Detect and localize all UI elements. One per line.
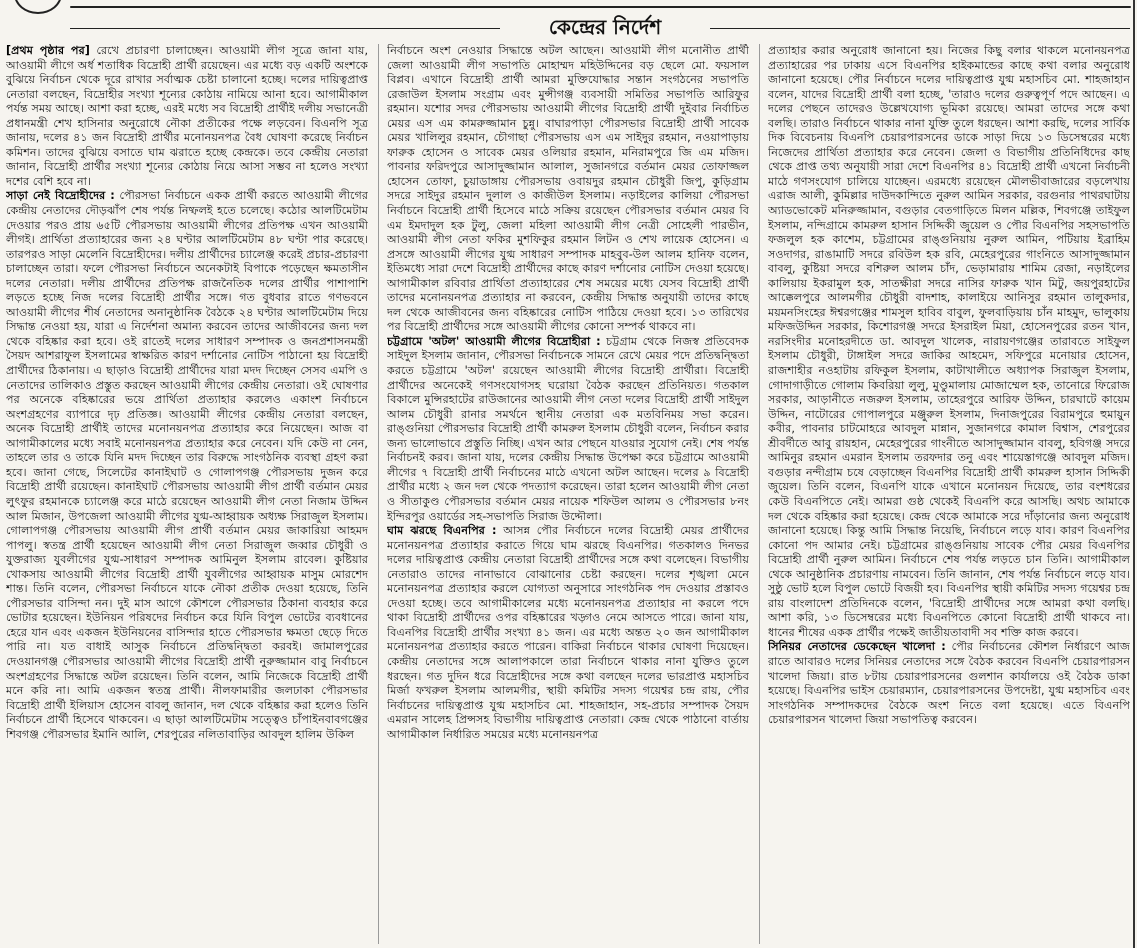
paragraph — [6, 189, 368, 742]
paragraph — [768, 44, 1130, 640]
paragraph-text: আসন্ন পৌর নির্বাচনে দলের বিদ্রোহী মেয়র প্রার্থীদের মনোনয়নপত্র প্রত্যাহার করাতে গিয়ে ঘাম ঝরছে বিএনপির। গতকালও দিনভর দলের দায়িত্বপ্রাপ্ত কেন্দ্রীয় নেতারা বিদ্রোহী প্রার্থীদের সঙ্গে কথা বলেছেন। বিভাগীয় নেতারাও তাদের নানাভাবে বোঝানোর চেষ্টা করছেন। দলের শৃঙ্খলা মেনে মনোনয়নপত্র প্রত্যাহার করলে যোগ্যতা অনুসারে সাংগঠনিক পদ দেওয়ার প্রস্তাবও দেওয়া হচ্ছে। তবে আগামীকালের মধ্যে মনোনয়নপত্র প্রত্যাহার না করলে পদে থাকা বিদ্রোহী প্রার্থীদের ওপর বহিষ্কারের খড়্গও নেমে আসতে পারে। জানা যায়, বিএনপির বিদ্রোহী প্রার্থীর সংখ্যা ৪১ জন। এর মধ্যে অন্তত ২০ জন আগামীকাল মনোনয়নপত্র প্রত্যাহার করতে পারেন। বাকিরা নির্বাচনে থাকার ঘোষণা দিয়েছেন। কেন্দ্রীয় নেতাদের সঙ্গে আলাপকালে তারা নির্বাচনে থাকার নানা যুক্তিও তুলে ধরছেন। গত দুদিন ধরে বিদ্রোহীদের সঙ্গে কথা বলছেন দলের ভারপ্রাপ্ত মহাসচিব মির্জা ফখরুল ইসলাম আলমগীর, স্থায়ী কমিটির সদস্য গয়েশ্বর চন্দ্র রায়, পৌর নির্বাচনের দায়িত্বপ্রাপ্ত যুগ্ম মহাসচিব মো. শাহজাহান, সহ-প্রচার সম্পাদক সৈয়দ এমরান সালেহ প্রিন্সসহ বিভাগীয় দায়িত্বপ্রাপ্ত নেতারা। কেন্দ্র থেকে পাঠানো বার্তায় আগামীকাল নির্ধারিত সময়ের মধ্যে মনোনয়নপত্র — [387, 524, 749, 741]
paragraph — [387, 44, 749, 335]
top-rule — [70, 6, 1131, 8]
paragraph-lead: চট্টগ্রামে 'অটল' আওয়ামী লীগের বিদ্রোহীরা : — [387, 334, 601, 348]
column-divider — [378, 44, 379, 944]
right-edge-rule — [1133, 0, 1135, 948]
column-1 — [6, 44, 368, 944]
paragraph-lead: সিনিয়র নেতাদের ডেকেছেন খালেদা : — [768, 640, 946, 654]
paragraph-lead: ঘাম ঝরছে বিএনপির : — [387, 524, 497, 538]
column-2 — [387, 44, 749, 944]
headline-bar — [0, 12, 1137, 42]
paragraph-text: নির্বাচনে অংশ নেওয়ার সিদ্ধান্তে অটল আছেন। আওয়ামী লীগ মনোনীত প্রার্থী জেলা আওয়ামী লীগ সভাপতি মোহাম্মদ মহিউদ্দিনের বড় ছেলে মো. ফয়সাল বিপ্লব। এখানে বিদ্রোহী প্রার্থী আমরা মুক্তিযোদ্ধার সন্তান সংগঠনের সভাপতি রেজাউল ইসলাম সংগ্রাম এবং মুন্সীগঞ্জ ব্যবসায়ী সমিতির সভাপতি আরিফুর রহমান। যশোর সদর পৌরসভায় আওয়ামী লীগের বিদ্রোহী প্রার্থী দুইবার নির্বাচিত মেয়র এস এম কামরুজ্জামান চুন্নু। বাঘারপাড়া পৌরসভার বিদ্রোহী প্রার্থী সাবেক মেয়র খালিলুর রহমান, চৌগাছা পৌরসভায় এস এম সাইদুর রহমান, নওয়াপাড়ায় ফারুক হোসেন ও সাবেক মেয়র ওলিয়ার রহমান, মনিরামপুরে জি এম মজিদ। পাবনার ফরিদপুরে আসাদুজ্জামান আলাল, সুজানগরে বর্তমান মেয়র তোফাজ্জল হোসেন তোফা, চুয়াডাঙ্গায় পৌরসভায় ওবায়দুর রহমান চৌধুরী জিপু, কুড়িগ্রাম সদরে সাইদুর রহমান দুলাল ও কাজীউল ইসলাম। নড়াইলের কালিয়া পৌরসভা নির্বাচনে বিদ্রোহী প্রার্থী হিসেবে মাঠে সক্রিয় রয়েছেন পৌরসভার বর্তমান মেয়র বি এম ইমদাদুল হক টুলু, জেলা মহিলা আওয়ামী লীগ নেত্রী সোহেলী পারভীন, আওয়ামী লীগ নেতা ফকির মুশফিকুর রহমান লিটন ও শেখ লায়েক হোসেন। এ প্রসঙ্গে আওয়ামী লীগের যুগ্ম সাধারণ সম্পাদক মাহবুব-উল আলম হানিফ বলেন, ইতিমধ্যে সারা দেশে বিদ্রোহী প্রার্থীদের কাছে কারণ দর্শানোর নোটিস দেওয়া হয়েছে। আগামীকাল রবিবার প্রার্থিতা প্রত্যাহারের শেষ সময়ের মধ্যে যেসব বিদ্রোহী প্রার্থী তাদের মনোনয়নপত্র প্রত্যাহার না করবেন, কেন্দ্রীয় সিদ্ধান্ত অনুযায়ী তাদের কাছে দল থেকে আজীবনের জন্য বহিষ্কারের নোটিস পাঠিয়ে দেওয়া হবে। ১৩ তারিখের পর বিদ্রোহী প্রার্থীদের সঙ্গে আওয়ামী লীগের কোনো সম্পর্ক থাকবে না। — [387, 44, 749, 334]
article-body — [6, 44, 1130, 946]
column-3 — [768, 44, 1130, 944]
paragraph-text: চট্টগ্রাম থেকে নিজস্ব প্রতিবেদক সাইদুল ইসলাম জানান, পৌরসভা নির্বাচনকে সামনে রেখে মেয়র পদে প্রতিদ্বন্দ্বিতা করতে চট্টগ্রামে 'অটল' রয়েছেন আওয়ামী লীগের বিদ্রোহী প্রার্থীরা। বিদ্রোহী প্রার্থীদের অনেকেই গণসংযোগসহ ঘরোয়া বৈঠক করছেন প্রতিনিয়ত। গতকাল বিকালে মুন্সিরহাটের রাউজানের আওয়ামী লীগ নেতা দলের বিদ্রোহী প্রার্থী সাইদুল আলম চৌধুরী রানার সমর্থনে স্থানীয় নেতারা এক মতবিনিময় সভা করেন। রাঙ্গুনিয়া পৌরসভার বিদ্রোহী প্রার্থী কামরুল ইসলাম চৌধুরী বলেন, নির্বাচন করার জন্য ভালোভাবে প্রস্তুতি নিচ্ছি। এখন আর পেছনে যাওয়ার সুযোগ নেই। শেষ পর্যন্ত নির্বাচনই করব। জানা যায়, দলের কেন্দ্রীয় সিদ্ধান্ত উপেক্ষা করে চট্টগ্রামে আওয়ামী লীগের ৭ বিদ্রোহী প্রার্থী নির্বাচনের মাঠে এখনো অটল আছেন। দলের ৯ বিদ্রোহী প্রার্থীর মধ্যে ২ জন দল থেকে পদত্যাগ করেছেন। তারা হলেন আওয়ামী লীগ নেতা ও সীতাকুণ্ড পৌরসভার বর্তমান মেয়র নায়েক শফিউল আলম ও পৌরসভার ৮নং ইন্দিরপুর ওয়ার্ডের সহ-সভাপতি সিরাজ উদ্দৌলা। — [387, 334, 749, 523]
paragraph-lead: [প্রথম পৃষ্ঠার পর] — [6, 44, 90, 57]
paragraph-text: পৌরসভা নির্বাচনে একক প্রার্থী করতে আওয়ামী লীগের কেন্দ্রীয় নেতাদের দৌড়ঝাঁপ শেষ পর্যন্ত নিষ্ফলই হতে চলেছে। কঠোর আলটিমেটাম দেওয়ার পরও প্রায় ৬৫টি পৌরসভায় আওয়ামী লীগের প্রতিপক্ষ এখন আওয়ামী লীগই। প্রার্থিতা প্রত্যাহারের জন্য ২৪ ঘণ্টার আলটিমেটাম ৪৮ ঘণ্টা পার করেছে। তারপরও সাড়া মেলেনি বিদ্রোহীদের। দলীয় প্রার্থীদের চ্যালেঞ্জ করেই প্রচার-প্রচারণা চালাচ্ছেন তারা। ফলে পৌরসভা নির্বাচনে অনেকটাই বিপাকে পড়েছেন ক্ষমতাসীন দলের নেতারা। দলীয় প্রার্থীদের প্রতিপক্ষ রাজনৈতিক দলের প্রার্থীর পাশাপাশি লড়তে হচ্ছে নিজ দলের বিদ্রোহী প্রার্থীর সঙ্গে। গত বুধবার রাতে গণভবনে আওয়ামী লীগের শীর্ষ নেতাদের অনানুষ্ঠানিক বৈঠকে ২৪ ঘণ্টার আলটিমেটাম দিয়ে সিদ্ধান্ত নেওয়া হয়, যারা এ নির্দেশনা অমান্য করবেন তাদের আজীবনের জন্য দল থেকে বহিষ্কার করা হবে। ওই রাতেই দলের সাধারণ সম্পাদক ও জনপ্রশাসনমন্ত্রী সৈয়দ আশরাফুল ইসলামের স্বাক্ষরিত কারণ দর্শানোর নোটিস পাঠানো হয় বিদ্রোহী প্রার্থীদের ঠিকানায়। এ ছাড়াও বিদ্রোহী প্রার্থীদের যারা মদদ দিচ্ছেন সেসব এমপি ও নেতাদের তালিকাও প্রস্তুত করছেন আওয়ামী লীগের কেন্দ্রীয় নেতারা। ওই ঘোষণার পর অনেকে বহিষ্কারের ভয়ে প্রার্থিতা প্রত্যাহার করলেও একাংশ নির্বাচনে অংশগ্রহণের ব্যাপারে দৃঢ় প্রতিজ্ঞ। আওয়ামী লীগের কেন্দ্রীয় নেতারা বলছেন, অনেক বিদ্রোহী প্রার্থীই তাদের মনোনয়নপত্র প্রত্যাহার করে নিয়েছেন। আজ বা আগামীকালের মধ্যে সবাই মনোনয়নপত্র প্রত্যাহার করে নেবেন। যদি কেউ না নেন, তাহলে তার ও তাকে যিনি মদদ দিচ্ছেন তার বিরুদ্ধে সাংগঠনিক ব্যবস্থা গ্রহণ করা হবে। জানা গেছে, সিলেটের কানাইঘাট ও গোলাপগঞ্জ পৌরসভায় দুজন করে বিদ্রোহী প্রার্থী রয়েছেন। কানাইঘাট পৌরসভায় আওয়ামী লীগ প্রার্থী বর্তমান মেয়র লুৎফুর রহমানকে চ্যালেঞ্জ করে মাঠে রয়েছেন আওয়ামী লীগ নেতা নিজাম উদ্দিন আল মিজান, উপজেলা আওয়ামী লীগের যুগ্ম-আহ্বায়ক অধ্যক্ষ সিরাজুল ইসলাম। গোলাপগঞ্জ পৌরসভায় আওয়ামী লীগ প্রার্থী বর্তমান মেয়র জাকারিয়া আহমদ পাপলু। স্বতন্ত্র প্রার্থী হয়েছেন আওয়ামী লীগ নেতা সিরাজুল জব্বার চৌধুরী ও যুক্তরাজ্য যুবলীগের যুগ্ম-সাধারণ সম্পাদক আমিনুল ইসলাম রাবেল। কুষ্টিয়ার খোকসায় আওয়ামী লীগের বিদ্রোহী প্রার্থী যুবলীগের আহ্বায়ক মাসুম মোরশেদ শান্ত। তিনি বলেন, পৌরসভা নির্বাচনে যাকে নৌকা প্রতীক দেওয়া হয়েছে, তিনি পৌরসভার বাসিন্দা নন। দুই মাস আগে কৌশলে পৌরসভার ঠিকানা ব্যবহার করে ভোটার হয়েছেন। ইউনিয়ন পরিষদের নির্বাচন করে যিনি বিপুল ভোটের ব্যবধানের হেরে যান এবং একজন ইউনিয়নের বাসিন্দার হাতে পৌরসভার ক্ষমতা ছেড়ে দিতে পারি না। যত বাধাই আসুক নির্বাচনে প্রতিদ্বন্দ্বিতা করবই। জামালপুরের দেওয়ানগঞ্জ পৌরসভার আওয়ামী লীগের বিদ্রোহী প্রার্থী নুরুজ্জামান বাবু নির্বাচনে অংশগ্রহণের সিদ্ধান্তে অটল রয়েছেন। তিনি বলেন, আমি নিজেকে বিদ্রোহী প্রার্থী মনে করি না। আমি একজন স্বতন্ত্র প্রার্থী। নীলফামারীর জলঢাকা পৌরসভার বিদ্রোহী প্রার্থী ইলিয়াস হোসেন বাবলু জানান, দল থেকে বহিষ্কার করা হলেও তিনি নির্বাচনে প্রার্থী হিসেবে থাকবেন। এ ছাড়া আলটিমেটাম সত্ত্বেও চাঁপাইনবাবগঞ্জের শিবগঞ্জ পৌরসভার ইমানি আলি, শেরপুরের নলিতাবাড়ির আবদুল হালিম উকিল — [6, 189, 368, 741]
column-divider — [759, 44, 760, 944]
headline-rule-left — [70, 28, 500, 29]
paragraph — [387, 335, 749, 524]
paragraph — [768, 640, 1130, 727]
paragraph-text: প্রত্যাহার করার অনুরোধ জানানো হয়। নিজের কিছু বলার থাকলে মনোনয়নপত্র প্রত্যাহারের পর ঢাকায় এসে বিএনপির হাইকমান্ডের কাছে কথা বলার অনুরোধ জানানো হয়েছে। পৌর নির্বাচনে দলের দায়িত্বপ্রাপ্ত যুগ্ম মহাসচিব মো. শাহজাহান বলেন, যাদের বিদ্রোহী প্রার্থী বলা হচ্ছে, 'তারাও দলের গুরুত্বপূর্ণ পদে আছেন। এ দলের পেছনে তাদেরও উল্লেখযোগ্য ভূমিকা রয়েছে। আমরা তাদের সঙ্গে কথা বলছি। তারাও নির্বাচনে থাকার নানা যুক্তি তুলে ধরছেন। আশা করছি, দলের সার্বিক দিক বিবেচনায় বিএনপি চেয়ারপারসনের ডাকে সাড়া দিয়ে ১৩ ডিসেম্বরের মধ্যে নিজেদের প্রার্থিতা প্রত্যাহার করে নেবেন। জেলা ও বিভাগীয় প্রতিনিধিদের কাছ থেকে প্রাপ্ত তথ্য অনুযায়ী সারা দেশে বিএনপির ৪১ বিদ্রোহী প্রার্থী এখনো নির্বাচনী মাঠে গণসংযোগ চালিয়ে যাচ্ছেন। এরমধ্যে রয়েছেন মৌলভীবাজারের বড়লেখায় এরাজ আলী, কুমিল্লার দাউদকান্দিতে নুরুল আমিন সরকার, বরগুনার পাথরঘাটায় অ্যাডভোকেট মনিরুজ্জামান, বগুড়ার বেতগাড়িতে মিলন মল্লিক, শিবগঞ্জে তাইফুল ইসলাম, নন্দিগ্রামে কামরুল হাসান সিদ্দিকী জুয়েল ও পৌর বিএনপির সহসভাপতি ফজলুল হক কাশেম, চট্টগ্রামের রাঙ্গুনিয়ায় নুরুল আমিন, পটিয়ায় ইব্রাহিম সওদাগর, রাঙামাটি সদরে রবিউল হক রবি, মেহেরপুরের গাংনিতে আসাদুজ্জামান বাবলু, কুষ্টিয়া সদরে বশিরুল আলম চাঁদ, ভেড়ামারায় শামিম রেজা, নড়াইলের কালিয়ায় ইকরামুল হক, সাতক্ষীরা সদরে নাসির ফারুক খান মিটু, জয়পুরহাটের আক্কেলপুরে আলমগীর চৌধুরী বাদশাহ, কালাইয়ে আনিসুর রহমান তালুকদার, ময়মনসিংহের ঈশ্বরগঞ্জের শামসুল হাবিব বাবুল, ফুলবাড়িয়ায় চাঁন মাহমুদ, ভালুকায় মফিজউদ্দিন সরকার, কিশোরগঞ্জ সদরে ইসরাইল মিয়া, হোসেনপুরের রতন খান, নরসিংদীর মনোহরদীতে ডা. আবদুল খালেক, নারায়ণগঞ্জের তারাবতে সাইফুল ইসলাম চৌধুরী, টাঙ্গাইল সদরে জাকির আহমেদ, সফিপুরে মনোয়ার হোসেন, রাজশাহীর নওহাটায় রফিকুল ইসলাম, কাটাখালীতে অধ্যাপক সিরাজুল ইসলাম, গোদাগাড়ীতে গোলাম কিবরিয়া লুলু, মুণ্ডুমালায় মোজাম্মেল হক, তানোরে ফিরোজ সরকার, আড়ানীতে নজরুল ইসলাম, তাহেরপুরে আরিফ উদ্দিন, চারঘাটে কায়েম উদ্দিন, নাটোরের গোপালপুরে মঞ্জুরুল ইসলাম, দিনাজপুরের বিরামপুরে হুমায়ুন কবীর, পাবনার চাটমোহরে আবদুল মান্নান, সুজানগরে কামাল বিশ্বাস, শেরপুরের শ্রীবর্দীতে আবু রায়হান, মেহেরপুরের গাংনীতে আসাদুজ্জামান বাবলু, হবিগঞ্জ সদরে আমিনুর রহমান এমরান ইসলাম তরফদার তনু এবং শায়েস্তাগঞ্জে আবদুল মজিদ। বগুড়ার নন্দীগ্রাম চষে বেড়াচ্ছেন বিএনপির বিদ্রোহী প্রার্থী কামরুল হাসান সিদ্দিকী জুয়েল। তিনি বলেন, বিএনপি যাকে এখানে মনোনয়ন দিয়েছে, তার বংশধরের কেউ বিএনপিতে নেই। আমরা গুষ্ঠ থেকেই বিএনপি করে আসছি। অথচ আমাকে দল থেকে বহিষ্কার করা হয়েছে। কেন্দ্র থেকে আমাকে সরে দাঁড়ানোর জন্য অনুরোধ জানানো হয়েছে। কিন্তু আমি সিদ্ধান্ত নিয়েছি, নির্বাচনে লড়ে যাব। কারণ বিএনপির কোনো পদ আমার নেই। চট্টগ্রামের রাঙ্গুনিয়ায় সাবেক পৌর মেয়র বিএনপির বিদ্রোহী প্রার্থী নুরুল আমিন। নির্বাচনে শেষ পর্যন্ত লড়তে চান তিনি। আগামীকাল থেকে আনুষ্ঠানিক প্রচারণায় নামবেন। তিনি জানান, শেষ পর্যন্ত নির্বাচনে লড়ে যাব। সুষ্ঠু ভোট হলে বিপুল ভোটে বিজয়ী হব। বিএনপির স্থায়ী কমিটির সদস্য গয়েশ্বর চন্দ্র রায় বাংলাদেশ প্রতিদিনকে বলেন, 'বিদ্রোহী প্রার্থীদের সঙ্গে আমরা কথা বলছি। আশা করি, ১৩ ডিসেম্বরের মধ্যে বিএনপিতে কোনো বিদ্রোহী প্রার্থী থাকবে না। ধানের শীষের একক প্রার্থীর পক্ষেই জাতীয়তাবাদী সব শক্তি কাজ করবে। — [768, 44, 1130, 639]
headline: কেন্দ্রের নির্দেশ — [548, 15, 662, 39]
paragraph — [387, 524, 749, 742]
paragraph-text: রেখে প্রচারণা চালাচ্ছেন। আওয়ামী লীগ সূত্রে জানা যায়, আওয়ামী লীগে অর্ধ শতাধিক বিদ্রোহী প্রার্থী রয়েছেন। এর মধ্যে বড় একটি অংশকে বুঝিয়ে নির্বাচন থেকে দূরে রাখার সর্বাত্মক চেষ্টা চালানো হচ্ছে। দলের দায়িত্বপ্রাপ্ত নেতারা বলছেন, বিদ্রোহীর সংখ্যা শূন্যের কোঠায় নামিয়ে আনা হবে। আগামীকাল পর্যন্ত সময় আছে। আশা করা হচ্ছে, এরই মধ্যে সব বিদ্রোহী প্রার্থীই দলীয় সভানেত্রী প্রধানমন্ত্রী শেখ হাসিনার অনুরোধে নৌকা প্রতীকের পক্ষে লড়বেন। বিএনপি সূত্র জানায়, দলের ৪১ জন বিদ্রোহী প্রার্থীর মনোনয়নপত্র বৈধ ঘোষণা করেছে নির্বাচন কমিশন। তাদের বুঝিয়ে বসাতে ঘাম ঝরাতে হচ্ছে কেন্দ্রকে। তবে কেন্দ্রীয় নেতারা জানান, বিদ্রোহী প্রার্থীর সংখ্যা শূন্যের কোঠায় নিয়ে আসা সম্ভব না হলেও সংখ্যা দশের বেশি হবে না। — [6, 44, 368, 188]
headline-rule-right — [710, 28, 1130, 29]
paragraph — [6, 44, 368, 189]
paragraph-lead: সাড়া নেই বিদ্রোহীদের : — [6, 189, 115, 203]
paragraph-text: পৌর নির্বাচনের কৌশল নির্ধারণে আজ রাতে আবারও দলের সিনিয়র নেতাদের সঙ্গে বৈঠক করবেন বিএনপি চেয়ারপারসন খালেদা জিয়া। রাত ৮টায় চেয়ারপারসনের গুলশান কার্যালয়ে ওই বৈঠক ডাকা হয়েছে। বিএনপির ভাইস চেয়ারম্যান, চেয়ারপারসনের উপদেষ্টা, যুগ্ম মহাসচিব এবং সাংগঠনিক সম্পাদকদের বৈঠকে অংশ নিতে বলা হয়েছে। এতে বিএনপি চেয়ারপারসন খালেদা জিয়া সভাপতিত্ব করবেন। — [768, 640, 1130, 727]
